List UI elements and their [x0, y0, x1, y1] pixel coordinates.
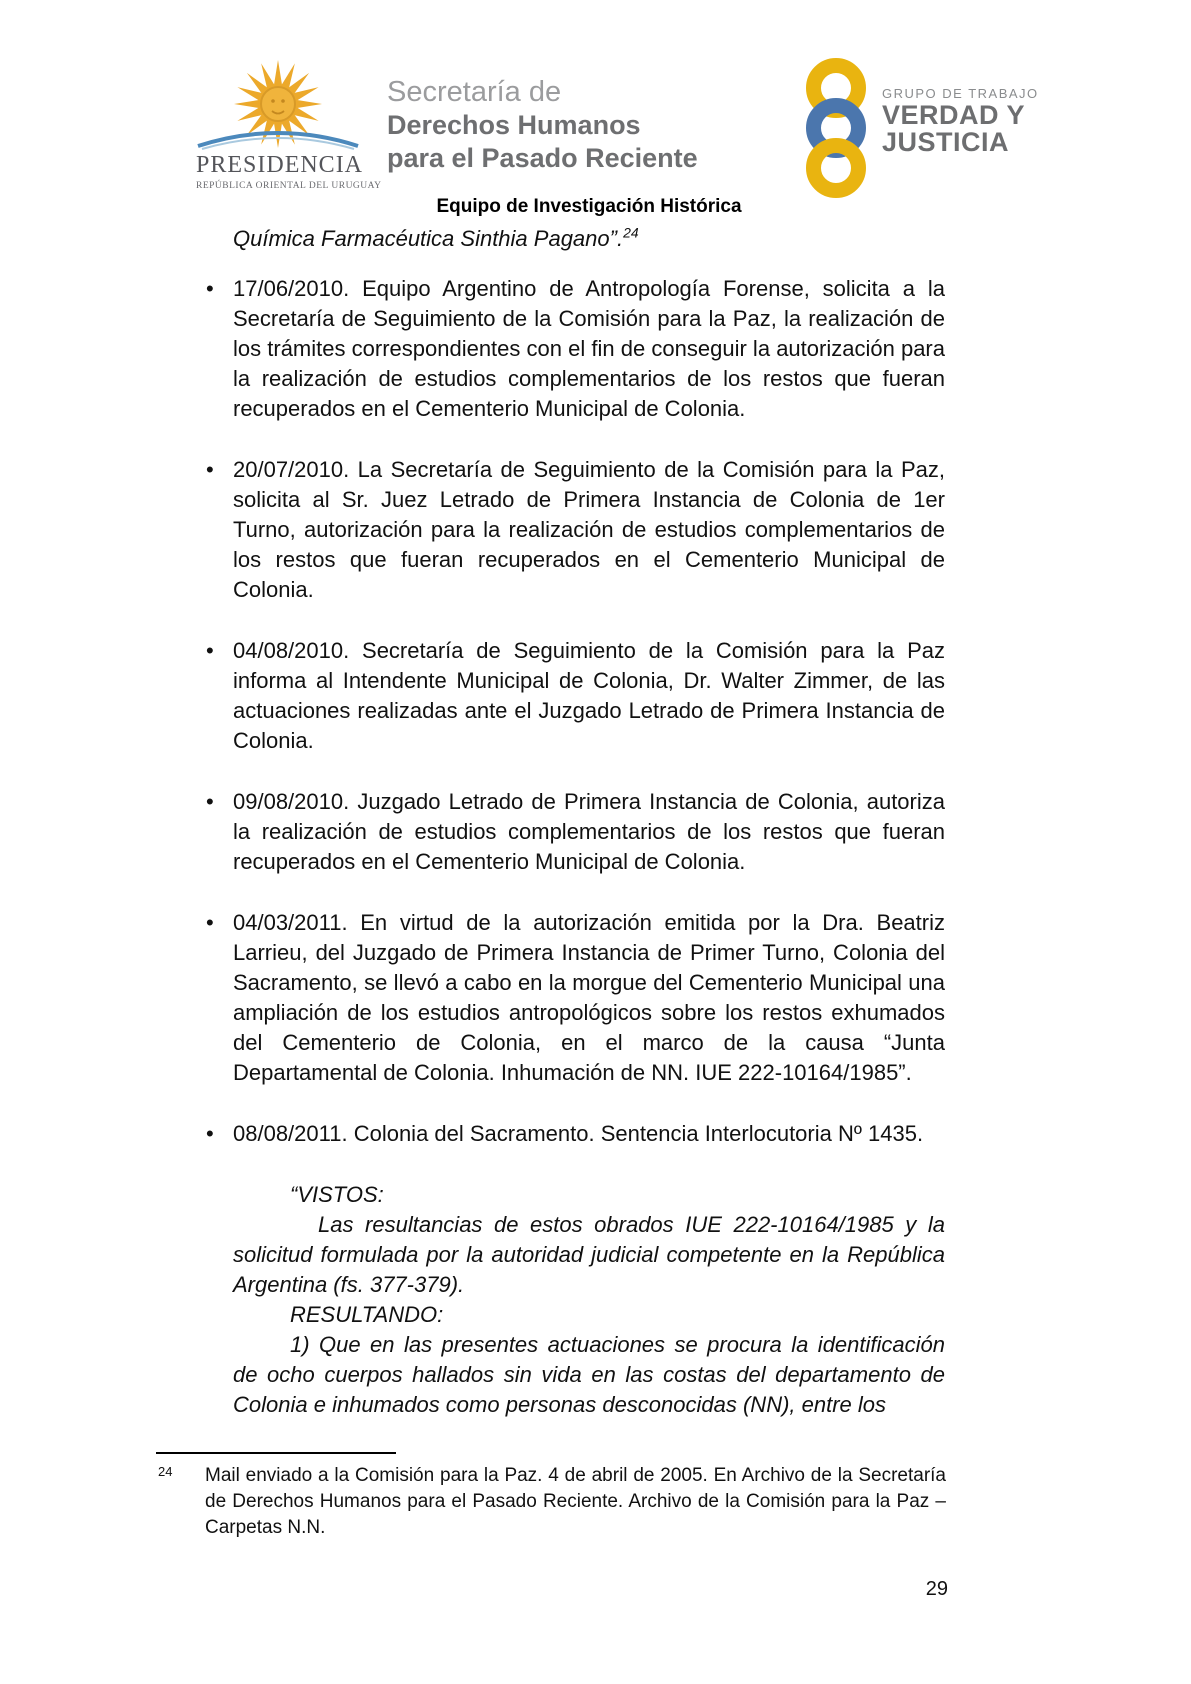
grupo-line1: GRUPO DE TRABAJO: [882, 86, 1039, 101]
list-item: [206, 787, 945, 877]
presidencia-title: PRESIDENCIA: [196, 152, 364, 178]
bullet-icon: •: [206, 276, 214, 301]
horizon-arc-icon: [196, 126, 360, 152]
bullet-icon: •: [206, 457, 214, 482]
presidencia-logo: [196, 58, 382, 192]
grupo-trabajo-logo: [806, 58, 1039, 200]
intro-line: [233, 224, 945, 254]
secretaria-line3: para el Pasado Reciente: [387, 143, 698, 173]
bullet-icon: •: [206, 910, 214, 935]
list-item: [206, 274, 945, 424]
quote-resultando: RESULTANDO:: [290, 1302, 444, 1327]
sentence-quote-block: [233, 1180, 945, 1420]
footnote-reference: 24: [623, 224, 639, 241]
grupo-line2: VERDAD Y: [882, 100, 1026, 130]
sun-of-may-icon: [196, 58, 360, 150]
list-item-text: 20/07/2010. La Secretaría de Seguimiento de la Comisión para la Paz, solicita al Sr. Juez Letrado de Primera Instancia de Colonia de 1er Turno, autorización para la realización de estudios complementarios de los restos que fueran recuperados en el Cementerio Municipal de Colonia.: [233, 457, 945, 602]
quote-vistos: “VISTOS:: [290, 1182, 384, 1207]
grupo-line3: JUSTICIA: [882, 127, 1010, 157]
list-item: [206, 908, 945, 1088]
document-body: [206, 224, 945, 1420]
list-item-text: 17/06/2010. Equipo Argentino de Antropología Forense, solicita a la Secretaría de Seguimiento de la Comisión para la Paz, la realización de los trámites correspondientes con el fin de conseguir la autorización para la realización de estudios complementarios de los restos que fueran recuperados en el Cementerio Municipal de Colonia.: [233, 276, 945, 421]
page-number: 29: [925, 1578, 948, 1600]
footnote-text: Mail enviado a la Comisión para la Paz. 4 de abril de 2005. En Archivo de la Secretaría de Derechos Humanos para el Pasado Reciente. Archivo de la Comisión para la Paz – Carpetas N.N.: [205, 1465, 946, 1538]
list-item-text: 04/03/2011. En virtud de la autorización emitida por la Dra. Beatriz Larrieu, del Juzgado de Primera Instancia de Primer Turno, Colonia del Sacramento, se llevó a cabo en la morgue del Cementerio Municipal una ampliación de los estudios antropológicos sobre los restos exhumados del Cementerio de Colonia, en el marco de la causa “Junta Departamental de Colonia. Inhumación de NN. IUE 222-10164/1985”.: [233, 910, 945, 1085]
secretaria-line2: Derechos Humanos: [387, 110, 641, 140]
list-item: [206, 636, 945, 756]
grupo-trabajo-wordmark: [882, 86, 1039, 156]
secretaria-line1: Secretaría de: [387, 76, 562, 108]
list-item-text: 08/08/2011. Colonia del Sacramento. Sentencia Interlocutoria Nº 1435.: [233, 1121, 924, 1146]
presidencia-subtitle: REPÚBLICA ORIENTAL DEL URUGUAY: [196, 181, 382, 191]
list-item-text: 09/08/2010. Juzgado Letrado de Primera Instancia de Colonia, autoriza la realización de estudios complementarios de los restos que fueran recuperados en el Cementerio Municipal de Colonia.: [233, 789, 945, 874]
event-list: [206, 274, 945, 1149]
bullet-icon: •: [206, 1121, 214, 1146]
list-item: [206, 1119, 945, 1149]
chain-rings-icon: [806, 58, 870, 200]
footnote-section: [156, 1452, 946, 1541]
footnote-rule: [156, 1452, 396, 1454]
bullet-icon: •: [206, 789, 214, 814]
footnote-number: 24: [158, 1464, 173, 1479]
bullet-icon: •: [206, 638, 214, 663]
ring-yellow-bottom-icon: [806, 138, 866, 198]
list-item-text: 04/08/2010. Secretaría de Seguimiento de la Comisión para la Paz informa al Intendente Municipal de Colonia, Dr. Walter Zimmer, de las actuaciones realizadas ante el Juzgado Letrado de Primera Instancia de Colonia.: [233, 638, 945, 753]
secretaria-ddhh-wordmark: [387, 76, 698, 175]
quote-resultancias: Las resultancias de estos obrados IUE 222-10164/1985 y la solicitud formulada por la autoridad judicial competente en la República Argentina (fs. 377-379).: [233, 1212, 945, 1297]
list-item: [206, 455, 945, 605]
intro-text: Química Farmacéutica Sinthia Pagano”.: [233, 226, 624, 251]
quote-numeral-1: 1) Que en las presentes actuaciones se procura la identificación de ocho cuerpos hallados sin vida en las costas del departamento de Colonia e inhumados como personas desconocidas (NN), entre los: [233, 1332, 945, 1417]
page-title: Equipo de Investigación Histórica: [436, 196, 742, 217]
footnote-body: [156, 1463, 946, 1541]
